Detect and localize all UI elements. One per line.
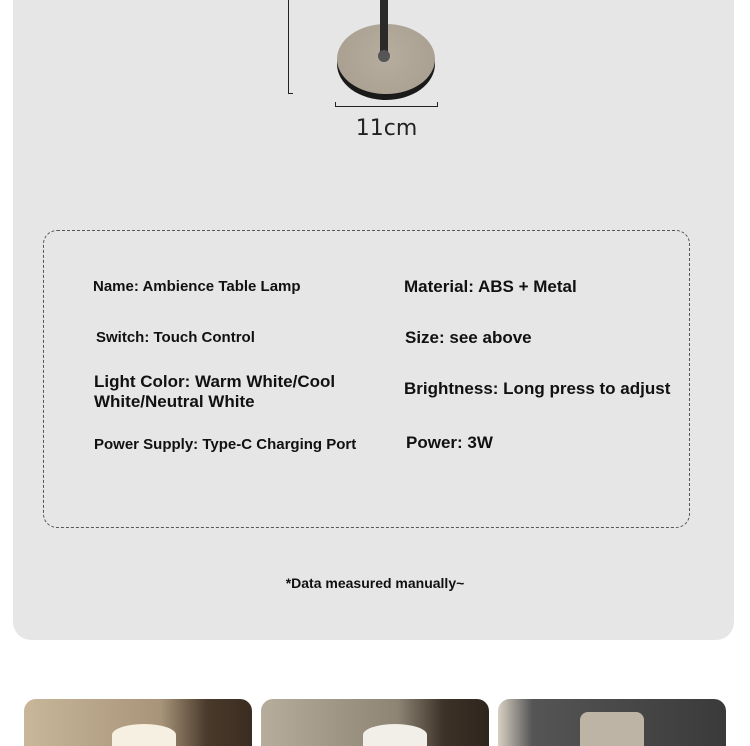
height-dimension-tick — [288, 93, 293, 94]
height-dimension-line — [288, 0, 289, 94]
lamp-photo-warm — [24, 699, 252, 746]
lamp-stem — [380, 0, 388, 56]
spec-switch: Switch: Touch Control — [96, 329, 255, 346]
spec-material: Material: ABS + Metal — [404, 277, 577, 296]
lamp-glow — [112, 724, 176, 746]
spec-light-color — [94, 372, 335, 412]
spec-light-color-line2: White/Neutral White — [94, 392, 255, 411]
spec-name: Name: Ambience Table Lamp — [93, 278, 301, 295]
spec-size: Size: see above — [405, 328, 532, 347]
lamp-stem-joint — [378, 50, 390, 62]
lamp-glow — [363, 724, 427, 746]
lamp-photo-off — [498, 699, 726, 746]
width-dimension-line — [335, 106, 438, 107]
lamp-shade — [580, 712, 644, 746]
spec-light-color-line1: Light Color: Warm White/Cool — [94, 372, 336, 391]
width-dimension-label: 11cm — [355, 116, 418, 141]
lamp-photo-neutral — [261, 699, 489, 746]
spec-power: Power: 3W — [406, 433, 493, 452]
measurement-note: *Data measured manually~ — [285, 575, 465, 591]
spec-power-supply: Power Supply: Type-C Charging Port — [94, 436, 357, 453]
spec-brightness: Brightness: Long press to adjust — [404, 379, 671, 398]
